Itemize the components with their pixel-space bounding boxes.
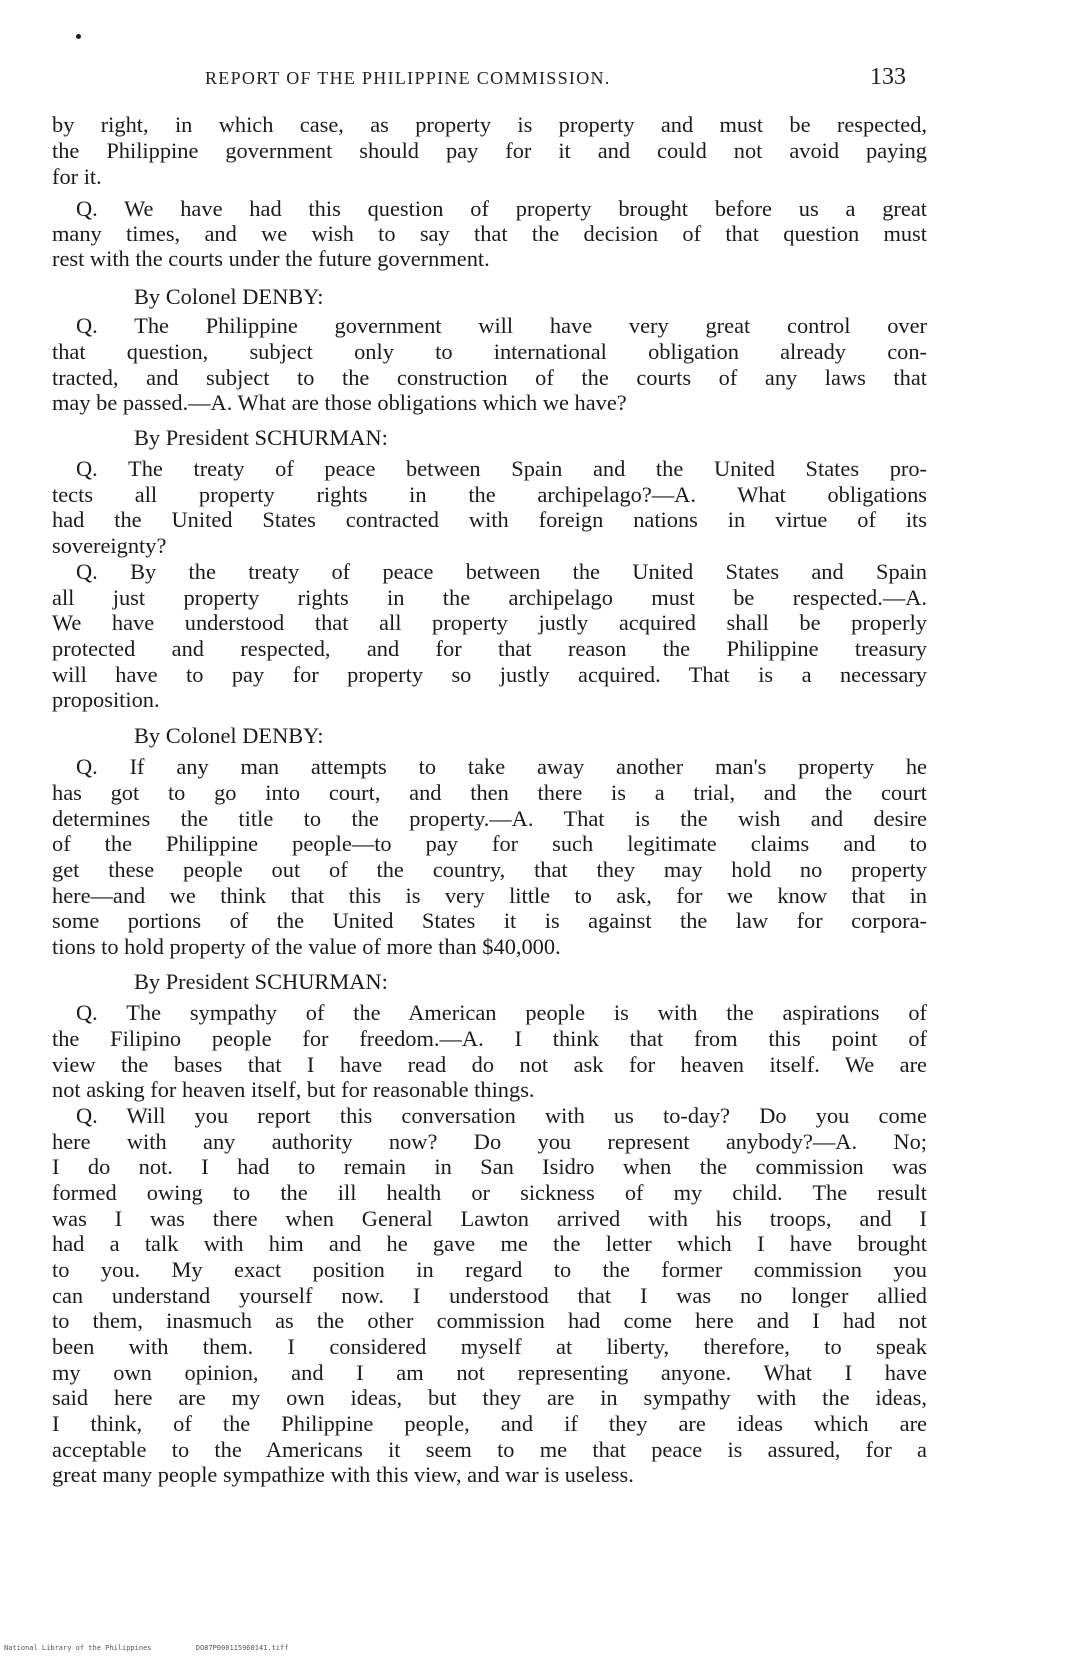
text-line: tects all property rights in the archipelago?—A. What obligations bbox=[52, 482, 927, 507]
text-line: will have to pay for property so justly acquired. That is a necessary bbox=[52, 662, 927, 687]
text-line: my own opinion, and I am not representing anyone. What I have bbox=[52, 1360, 927, 1385]
speaker-heading: By Colonel DENBY: bbox=[134, 284, 324, 309]
text-line: had a talk with him and he gave me the letter which I have brought bbox=[52, 1231, 927, 1256]
text-line: said here are my own ideas, but they are in sympathy with the ideas, bbox=[52, 1385, 927, 1410]
text-line: that question, subject only to international obligation already con- bbox=[52, 339, 927, 364]
text-line: Q. The sympathy of the American people is with the aspirations of bbox=[76, 1000, 927, 1025]
text-line: We have understood that all property justly acquired shall be properly bbox=[52, 610, 927, 635]
running-head: REPORT OF THE PHILIPPINE COMMISSION. bbox=[205, 68, 611, 88]
text-line: of the Philippine people—to pay for such legitimate claims and to bbox=[52, 831, 927, 856]
text-line: not asking for heaven itself, but for reasonable things. bbox=[52, 1077, 535, 1102]
text-line: I think, of the Philippine people, and if they are ideas which are bbox=[52, 1411, 927, 1436]
text-line: by right, in which case, as property is property and must be respected, bbox=[52, 112, 927, 137]
text-line: Q. We have had this question of property brought before us a great bbox=[76, 196, 927, 221]
text-line: view the bases that I have read do not ask for heaven itself. We are bbox=[52, 1052, 927, 1077]
page-number: 133 bbox=[870, 64, 906, 90]
text-line: proposition. bbox=[52, 687, 160, 712]
text-line: has got to go into court, and then there is a trial, and the court bbox=[52, 780, 927, 805]
text-line: get these people out of the country, that they may hold no property bbox=[52, 857, 927, 882]
text-line: Q. The Philippine government will have very great control over bbox=[76, 313, 927, 338]
text-line: tions to hold property of the value of more than $40,000. bbox=[52, 934, 561, 959]
footer-file: DO87P000115960141.tiff bbox=[195, 1644, 289, 1652]
text-line: Q. By the treaty of peace between the United States and Spain bbox=[76, 559, 927, 584]
text-line: Q. Will you report this conversation with us to-day? Do you come bbox=[76, 1103, 927, 1128]
text-line: the Filipino people for freedom.—A. I think that from this point of bbox=[52, 1026, 927, 1051]
text-line: some portions of the United States it is against the law for corpora- bbox=[52, 908, 927, 933]
speaker-heading: By Colonel DENBY: bbox=[134, 723, 324, 748]
ink-speck bbox=[76, 34, 81, 39]
text-line: was I was there when General Lawton arrived with his troops, and I bbox=[52, 1206, 927, 1231]
text-line: been with them. I considered myself at liberty, therefore, to speak bbox=[52, 1334, 927, 1359]
text-line: all just property rights in the archipelago must be respected.—A. bbox=[52, 585, 927, 610]
text-line: many times, and we wish to say that the decision of that question must bbox=[52, 221, 927, 246]
text-line: can understand yourself now. I understood that I was no longer allied bbox=[52, 1283, 927, 1308]
text-line: here—and we think that this is very little to ask, for we know that in bbox=[52, 883, 927, 908]
footer-library: National Library of the Philippines bbox=[4, 1644, 152, 1652]
text-line: tracted, and subject to the construction of the courts of any laws that bbox=[52, 365, 927, 390]
text-line: to them, inasmuch as the other commission had come here and I had not bbox=[52, 1308, 927, 1333]
text-line: for it. bbox=[52, 164, 102, 189]
text-line: great many people sympathize with this view, and war is useless. bbox=[52, 1462, 634, 1487]
text-line: formed owing to the ill health or sickness of my child. The result bbox=[52, 1180, 927, 1205]
text-line: acceptable to the Americans it seem to me that peace is assured, for a bbox=[52, 1437, 927, 1462]
text-line: here with any authority now? Do you represent anybody?—A. No; bbox=[52, 1129, 927, 1154]
scan-footer bbox=[4, 1644, 328, 1652]
text-line: rest with the courts under the future government. bbox=[52, 246, 490, 271]
text-line: Q. The treaty of peace between Spain and the United States pro- bbox=[76, 456, 927, 481]
text-line: sovereignty? bbox=[52, 533, 167, 558]
text-line: determines the title to the property.—A. That is the wish and desire bbox=[52, 806, 927, 831]
text-line: the Philippine government should pay for it and could not avoid paying bbox=[52, 138, 927, 163]
text-line: Q. If any man attempts to take away another man's property he bbox=[76, 754, 927, 779]
text-line: I do not. I had to remain in San Isidro when the commission was bbox=[52, 1154, 927, 1179]
text-line: may be passed.—A. What are those obligations which we have? bbox=[52, 390, 627, 415]
text-line: had the United States contracted with foreign nations in virtue of its bbox=[52, 507, 927, 532]
speaker-heading: By President SCHURMAN: bbox=[134, 969, 388, 994]
speaker-heading: By President SCHURMAN: bbox=[134, 425, 388, 450]
text-line: protected and respected, and for that reason the Philippine treasury bbox=[52, 636, 927, 661]
text-line: to you. My exact position in regard to the former commission you bbox=[52, 1257, 927, 1282]
